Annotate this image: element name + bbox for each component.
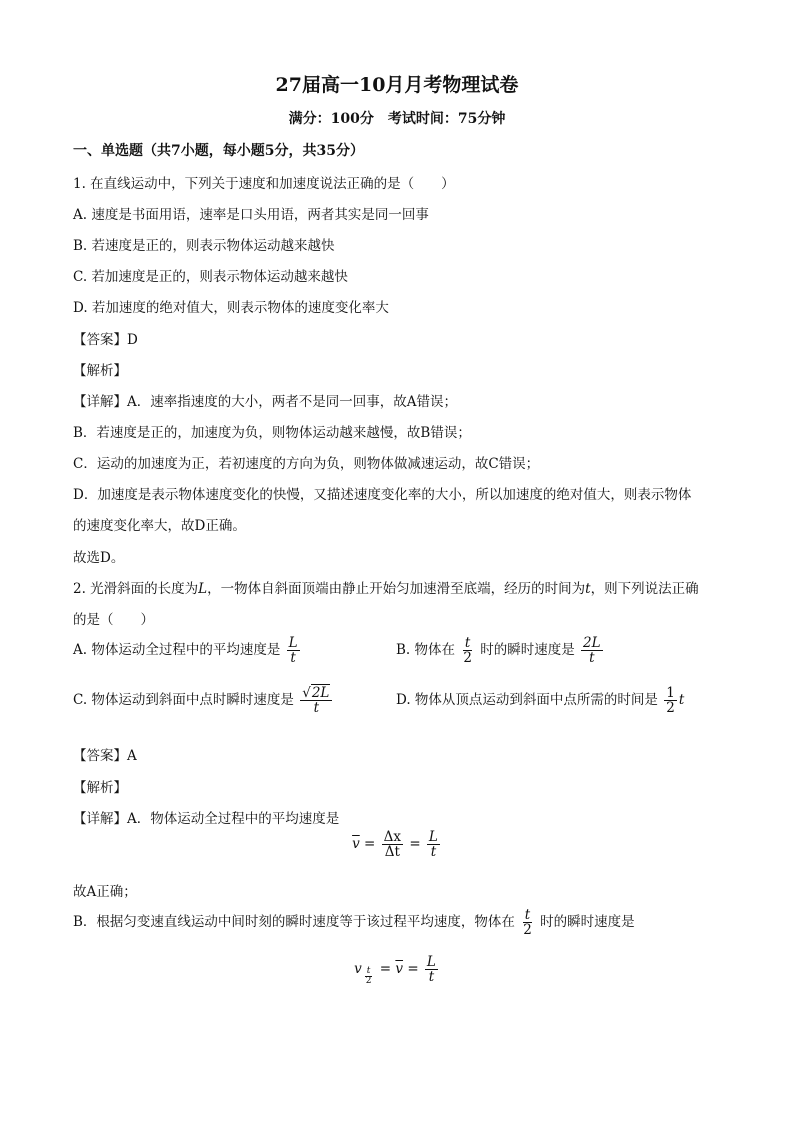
q1-detail-d-line2: 的速度变化率大，故D正确。: [73, 518, 246, 534]
formula-mid-time-velocity: v $\frac{t}{2}$ = $\overline{v}$ = $\frac{L}{t}$: [354, 954, 436, 987]
q1-option-c: C. 若加速度是正的，则表示物体运动越来越快: [73, 269, 348, 285]
fraction-sqrt2L-over-t: $\frac{√2L}{t}$: [300, 686, 332, 715]
q2-option-b: B. 物体在 $\frac{t}{2}$ 时的瞬时速度是 $\frac{2L}{t}$: [396, 635, 601, 667]
exam-info: 满分：100分 考试时间：75分钟: [288, 111, 506, 127]
q1-option-a: A. 速度是书面用语，速率是口头用语，两者其实是同一回事: [73, 207, 429, 223]
q2-option-a: A. 物体运动全过程中的平均速度是 $\frac{L}{t}$: [73, 635, 298, 667]
q1-analysis-label: 【解析】: [73, 363, 127, 379]
q2-detail-a: 【详解】A．物体运动全过程中的平均速度是: [73, 811, 340, 827]
fraction-L-over-t: $\frac{L}{t}$: [288, 635, 298, 667]
q2-answer: 【答案】A: [73, 748, 137, 764]
formula-average-velocity: $\overline{v}$ = $\frac{\Delta x}{\Delta t}$ = $\frac{L}{t}$: [352, 829, 438, 861]
fraction-t-over-2-b: $\frac{t}{2}$: [523, 907, 532, 939]
q1-detail-c: C．运动的加速度为正，若初速度的方向为负，则物体做减速运动，故C错误；: [73, 456, 540, 472]
fraction-t-over-2: $\frac{t}{2}$: [463, 635, 472, 667]
q2-detail-b: B．根据匀变速直线运动中间时刻的瞬时速度等于该过程平均速度，物体在 $\frac{t}{2}$ 时的瞬时速度是: [73, 907, 635, 939]
q1-detail-d-line1: D．加速度是表示物体速度变化的快慢，又描述速度变化率的大小，所以加速度的绝对值大，则表示物体: [73, 487, 692, 503]
q2-option-c: C. 物体运动到斜面中点时瞬时速度是 $\frac{√2L}{t}$: [73, 686, 334, 715]
q1-detail-a: 【详解】A．速率指速度的大小，两者不是同一回事，故A错误；: [73, 394, 457, 410]
q2-analysis-label: 【解析】: [73, 780, 127, 796]
page-title: 27届高一10月月考物理试卷: [275, 74, 519, 96]
q1-option-d: D. 若加速度的绝对值大，则表示物体的速度变化率大: [73, 300, 389, 316]
q2-stem-line1: 2. 光滑斜面的长度为L，一物体自斜面顶端由静止开始匀加速滑至底端，经历的时间为t，则下列说法正确: [73, 581, 699, 597]
section-heading: 一、单选题（共7小题，每小题5分，共35分）: [73, 143, 364, 159]
q1-answer: 【答案】D: [73, 332, 138, 348]
q1-conclusion: 故选D。: [73, 550, 125, 566]
q1-stem: 1. 在直线运动中，下列关于速度和加速度说法正确的是（ ）: [73, 176, 455, 192]
q1-option-b: B. 若速度是正的，则表示物体运动越来越快: [73, 238, 335, 254]
fraction-2L-over-t: $\frac{2L}{t}$: [583, 635, 601, 667]
fraction-1-over-2: $\frac{1}{2}$: [666, 685, 675, 717]
q2-stem-line2: 的是（ ）: [73, 612, 154, 628]
q1-detail-b: B．若速度是正的，加速度为负，则物体运动越来越慢，故B错误；: [73, 425, 471, 441]
q2-conclusion-a: 故A正确；: [73, 884, 137, 900]
q2-option-d: D. 物体从顶点运动到斜面中点所需的时间是 $\frac{1}{2}$ t: [396, 685, 685, 717]
